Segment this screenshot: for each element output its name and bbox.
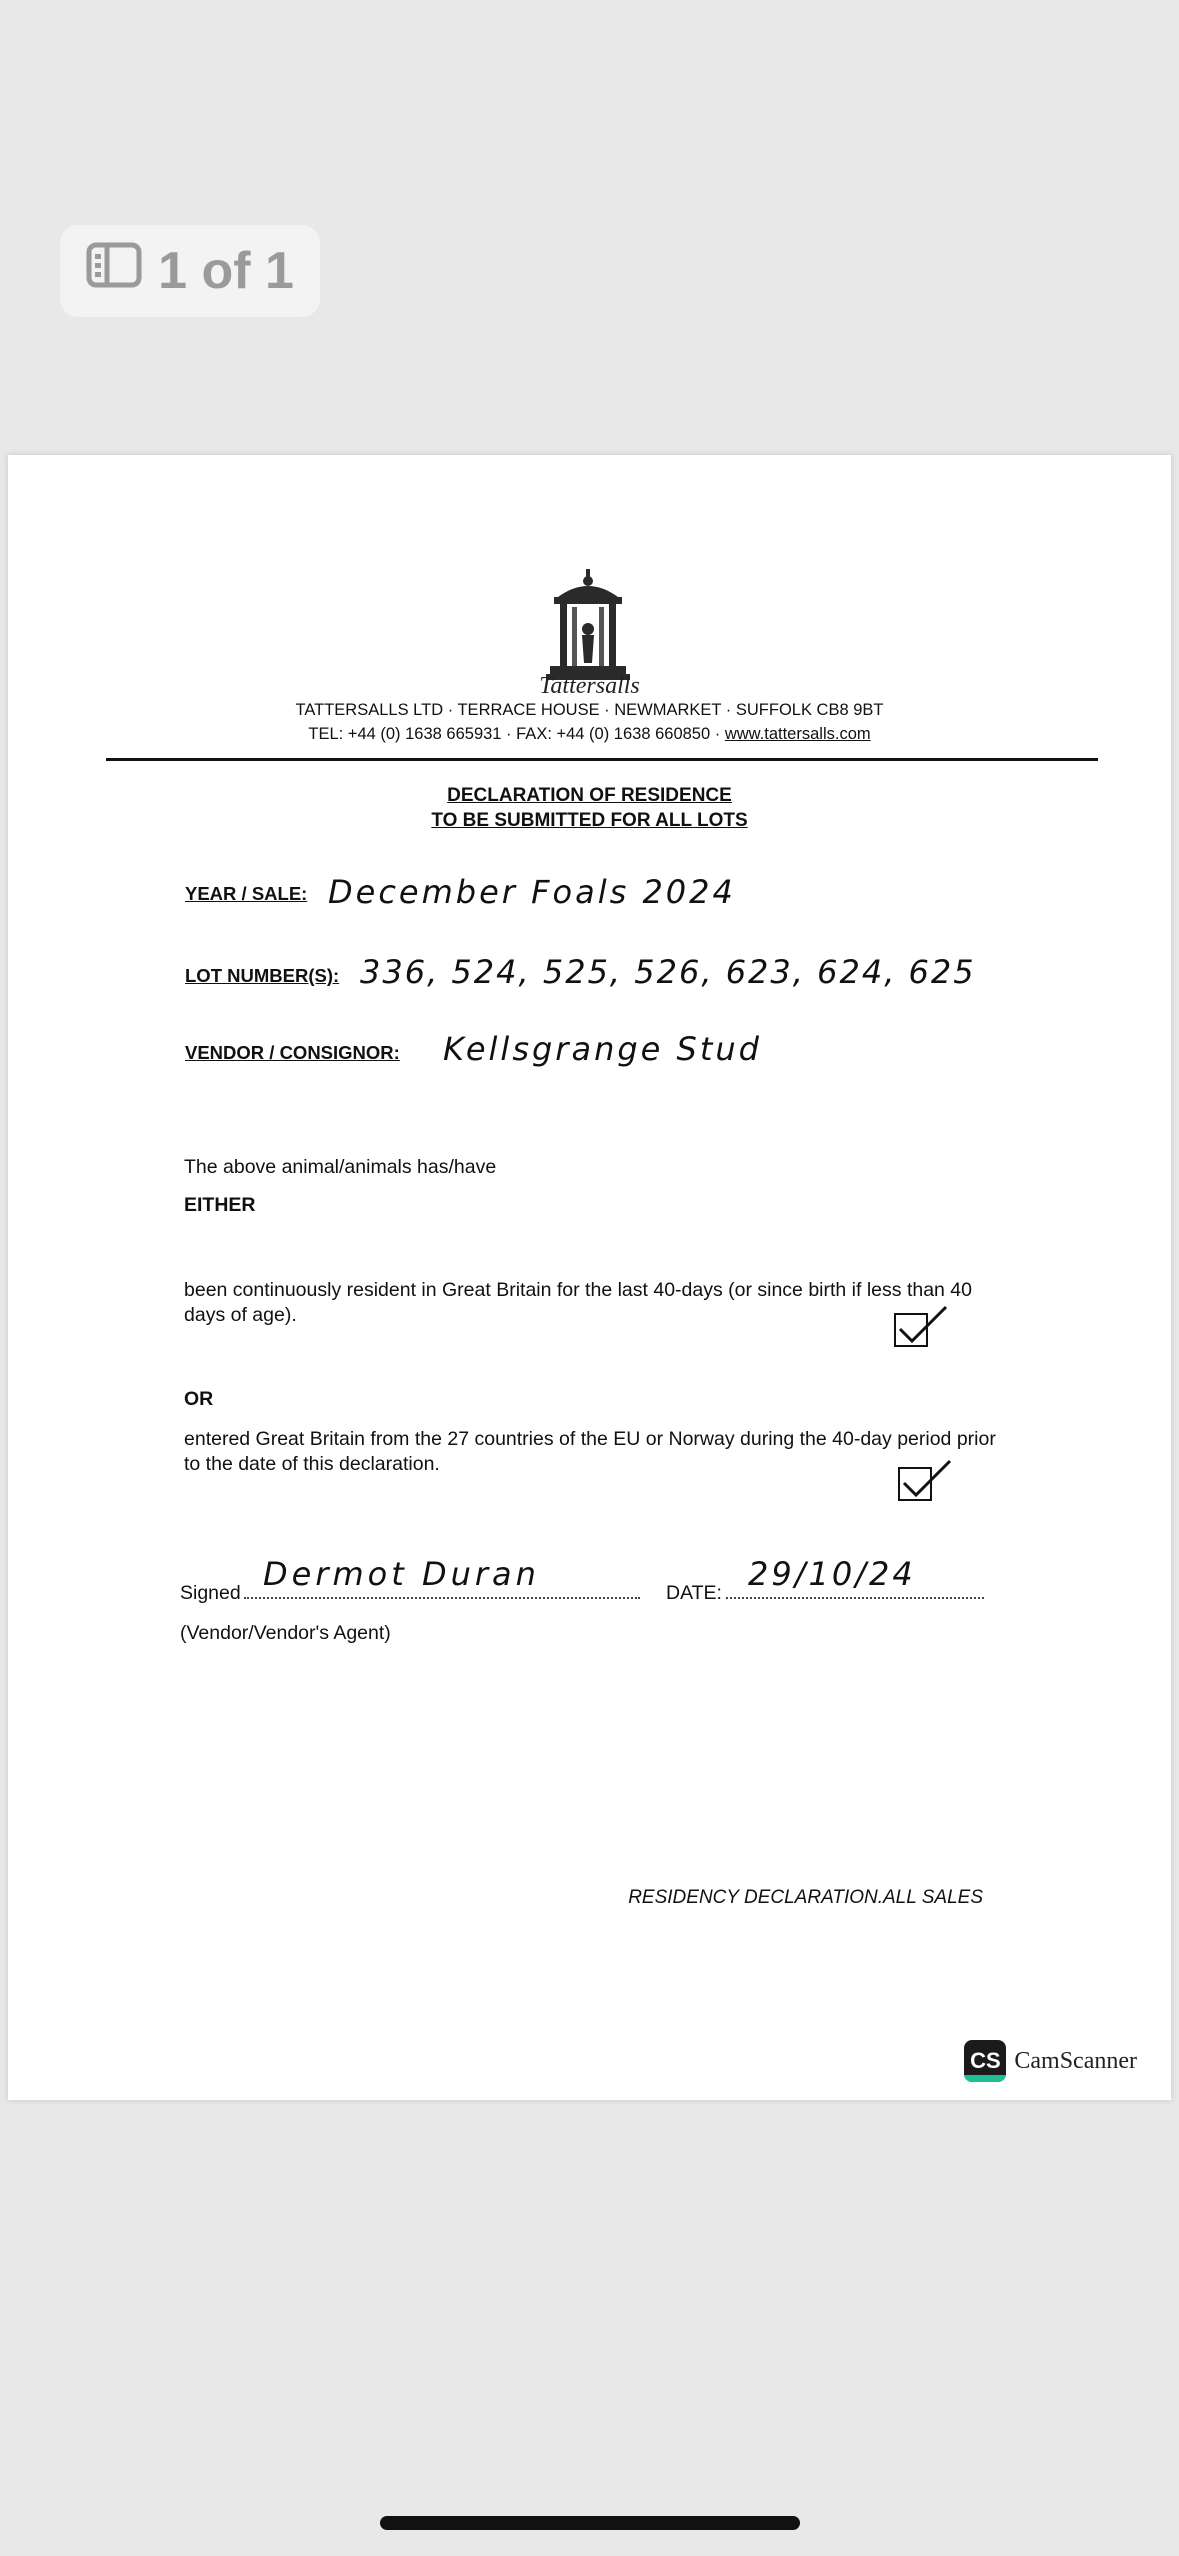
checkmark-icon bbox=[892, 1297, 952, 1349]
form-subtitle: TO BE SUBMITTED FOR ALL LOTS bbox=[431, 810, 748, 831]
checkmark-icon bbox=[896, 1451, 956, 1503]
header-divider bbox=[106, 758, 1098, 761]
home-indicator[interactable] bbox=[380, 2516, 800, 2530]
contact-numbers: TEL: +44 (0) 1638 665931 · FAX: +44 (0) 1638 660850 · bbox=[308, 725, 725, 743]
address-line: TATTERSALLS LTD · TERRACE HOUSE · NEWMARKET · SUFFOLK CB8 9BT bbox=[295, 701, 884, 719]
footer-reference: RESIDENCY DECLARATION.ALL SALES bbox=[628, 1887, 983, 1908]
camscanner-watermark bbox=[964, 2040, 1137, 2082]
year-sale-value: December Foals 2024 bbox=[328, 873, 736, 911]
contact-line bbox=[8, 725, 1171, 744]
option2-checkbox[interactable] bbox=[898, 1467, 932, 1501]
either-label: EITHER bbox=[184, 1194, 256, 1216]
option2-text: entered Great Britain from the 27 countries of the EU or Norway during the 40-day period prior to the date of this declaration. bbox=[184, 1428, 996, 1475]
signature-line bbox=[244, 1597, 640, 1599]
vendor-label: VENDOR / CONSIGNOR: bbox=[185, 1042, 400, 1063]
or-label: OR bbox=[184, 1388, 214, 1410]
website-link[interactable]: www.tattersalls.com bbox=[724, 725, 871, 743]
option1-text: been continuously resident in Great Britain for the last 40-days (or since birth if less than 40 days of age). bbox=[184, 1279, 972, 1326]
page-indicator-label: 1 of 1 bbox=[158, 242, 294, 300]
lot-numbers-value: 336, 524, 525, 526, 623, 624, 625 bbox=[360, 953, 976, 991]
date-value: 29/10/24 bbox=[748, 1555, 916, 1593]
page-indicator[interactable] bbox=[60, 225, 320, 317]
date-line bbox=[726, 1597, 984, 1599]
signature: Dermot Duran bbox=[263, 1555, 540, 1593]
lot-numbers-label: LOT NUMBER(S): bbox=[185, 965, 340, 986]
vendor-value: Kellsgrange Stud bbox=[443, 1030, 762, 1068]
vendor-agent-label: (Vendor/Vendor's Agent) bbox=[180, 1622, 391, 1644]
camscanner-name: CamScanner bbox=[1014, 2047, 1137, 2074]
statement-intro: The above animal/animals has/have bbox=[184, 1156, 497, 1178]
year-sale-label: YEAR / SALE: bbox=[185, 883, 308, 904]
brand-name: Tattersalls bbox=[539, 673, 640, 699]
sidebar-panel-icon bbox=[86, 241, 142, 301]
document-page bbox=[8, 455, 1171, 2100]
camscanner-logo-icon: CS bbox=[964, 2040, 1006, 2082]
date-label: DATE: bbox=[666, 1582, 722, 1604]
form-title: DECLARATION OF RESIDENCE bbox=[447, 785, 732, 806]
signed-label: Signed bbox=[180, 1582, 241, 1604]
option1-checkbox[interactable] bbox=[894, 1313, 928, 1347]
tattersalls-rotunda-logo bbox=[536, 567, 640, 687]
